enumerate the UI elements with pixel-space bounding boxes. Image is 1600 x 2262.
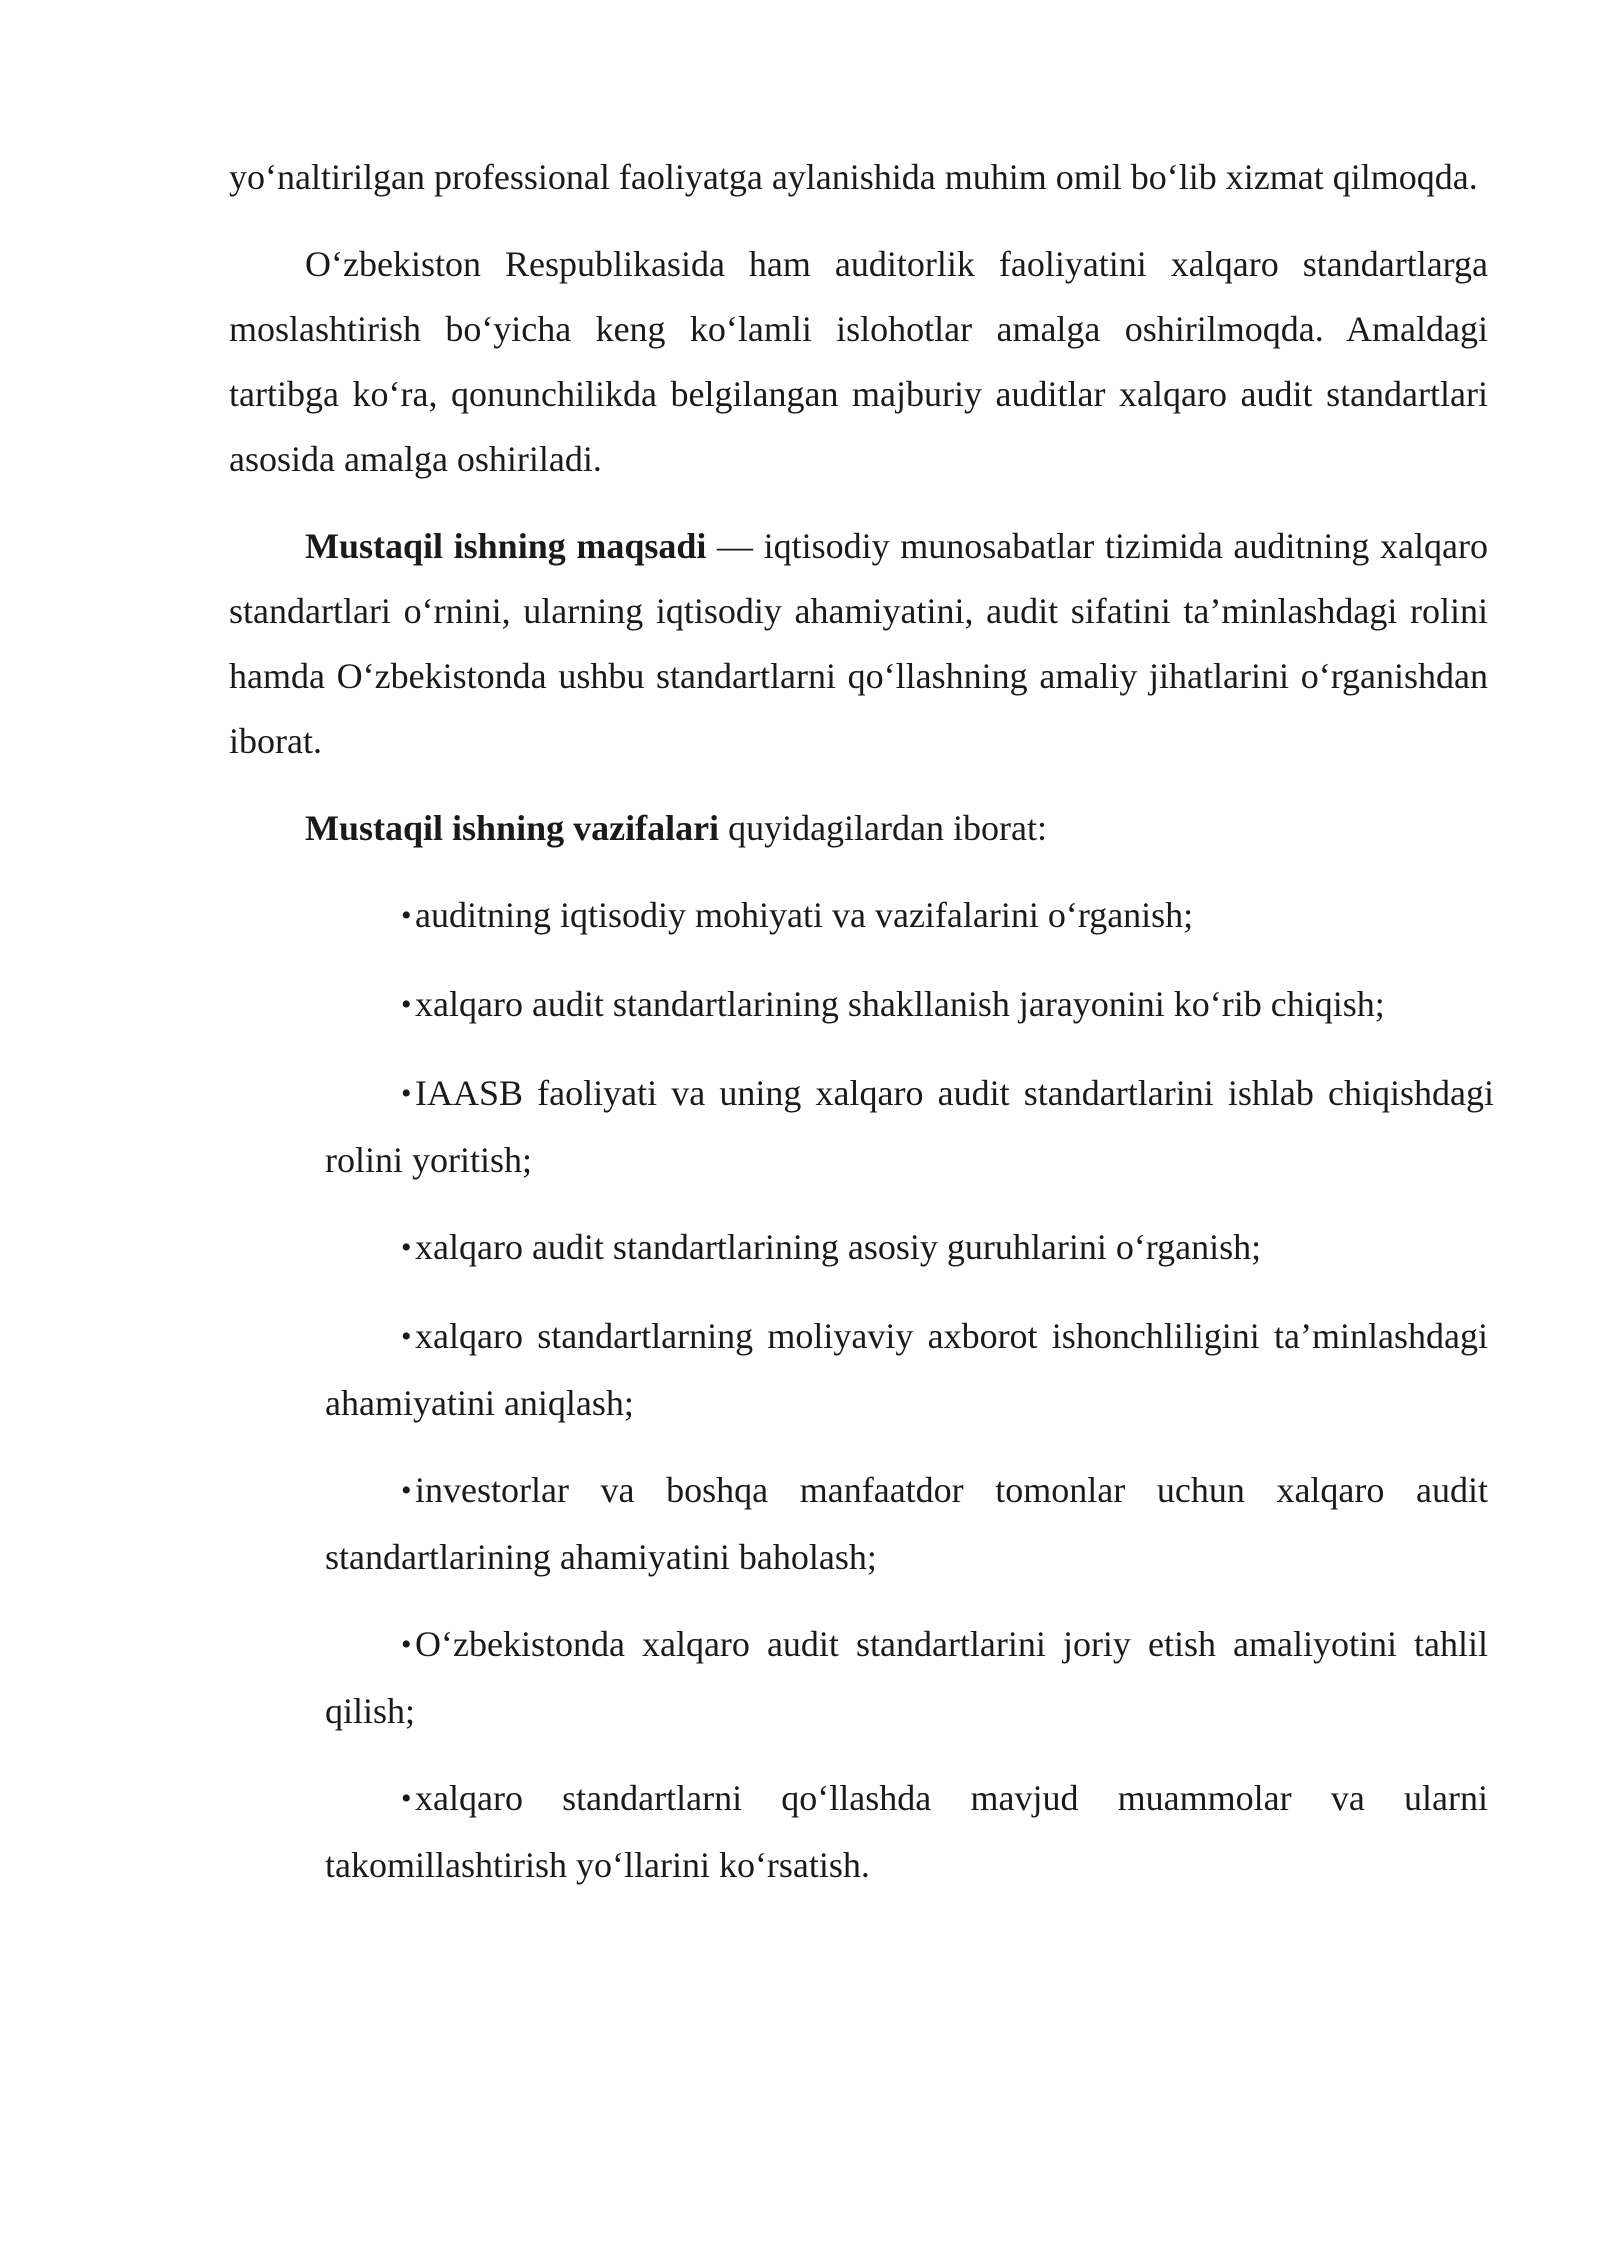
list-item [325,1215,1488,1282]
tasks-list [229,883,1494,1898]
paragraph-continuation: yo‘naltirilgan professional faoliyatga aylanishida muhim omil bo‘lib xizmat qilmoqda. [229,157,1478,197]
goal-text: — iqtisodiy munosabatlar tizimida auditning xalqaro standartlari o‘rnini, ularning iqtisodiy ahamiyatini, audit sifatini ta’minlashdagi rolini hamda O‘zbekistonda ushbu standartlarni qo‘llashning amaliy jihatlarini o‘rganishdan iborat. [229,526,1488,761]
document-page [229,145,1494,1920]
list-item [325,883,1488,950]
paragraph-goal [229,514,1488,774]
bullet-icon: • [401,1782,412,1815]
goal-heading: Mustaqil ishning maqsadi [305,526,707,566]
paragraph-reforms: O‘zbekiston Respublikasida ham auditorlik faoliyatini xalqaro standartlarga moslashtirish bo‘yicha keng ko‘lamli islohotlar amalga oshirilmoqda. Amaldagi tartibga ko‘ra, qonunchilikda belgilangan majburiy auditlar xalqaro audit standartlari asosida amalga oshiriladi. [229,244,1488,479]
list-item-text: xalqaro audit standartlarining shakllanish jarayonini ko‘rib chiqish; [415,984,1385,1024]
list-item-text: O‘zbekistonda xalqaro audit standartlarini joriy etish amaliyotini tahlil qilish; [325,1624,1488,1731]
list-item-text: xalqaro audit standartlarining asosiy guruhlarini o‘rganish; [415,1227,1262,1267]
list-item [325,1766,1488,1898]
bullet-icon: • [401,1231,412,1264]
list-item [325,1304,1488,1436]
bullet-icon: • [401,988,412,1021]
list-item-text: xalqaro standartlarni qo‘llashda mavjud muammolar va ularni takomillashtirish yo‘llarini ko‘rsatish. [325,1778,1488,1885]
bullet-icon: • [401,899,412,932]
list-item-text: auditning iqtisodiy mohiyati va vazifalarini o‘rganish; [415,895,1194,935]
bullet-icon: • [401,1320,412,1353]
bullet-icon: • [401,1474,412,1507]
list-item [325,1458,1488,1590]
list-item [325,972,1488,1039]
list-item [325,1061,1494,1193]
list-item [325,1612,1488,1744]
bullet-icon: • [401,1077,412,1110]
bullet-icon: • [401,1628,412,1661]
list-item-text: investorlar va boshqa manfaatdor tomonlar uchun xalqaro audit standartlarining ahamiyatini baholash; [325,1470,1488,1577]
tasks-heading: Mustaqil ishning vazifalari [305,808,720,848]
list-item-text: xalqaro standartlarning moliyaviy axborot ishonchliligini ta’minlashdagi ahamiyatini aniqlash; [325,1316,1488,1423]
list-item-text: IAASB faoliyati va uning xalqaro audit standartlarini ishlab chiqishdagi rolini yoritish; [325,1073,1494,1180]
tasks-intro-text: quyidagilardan iborat: [719,808,1047,848]
paragraph-tasks-intro [229,796,1488,861]
